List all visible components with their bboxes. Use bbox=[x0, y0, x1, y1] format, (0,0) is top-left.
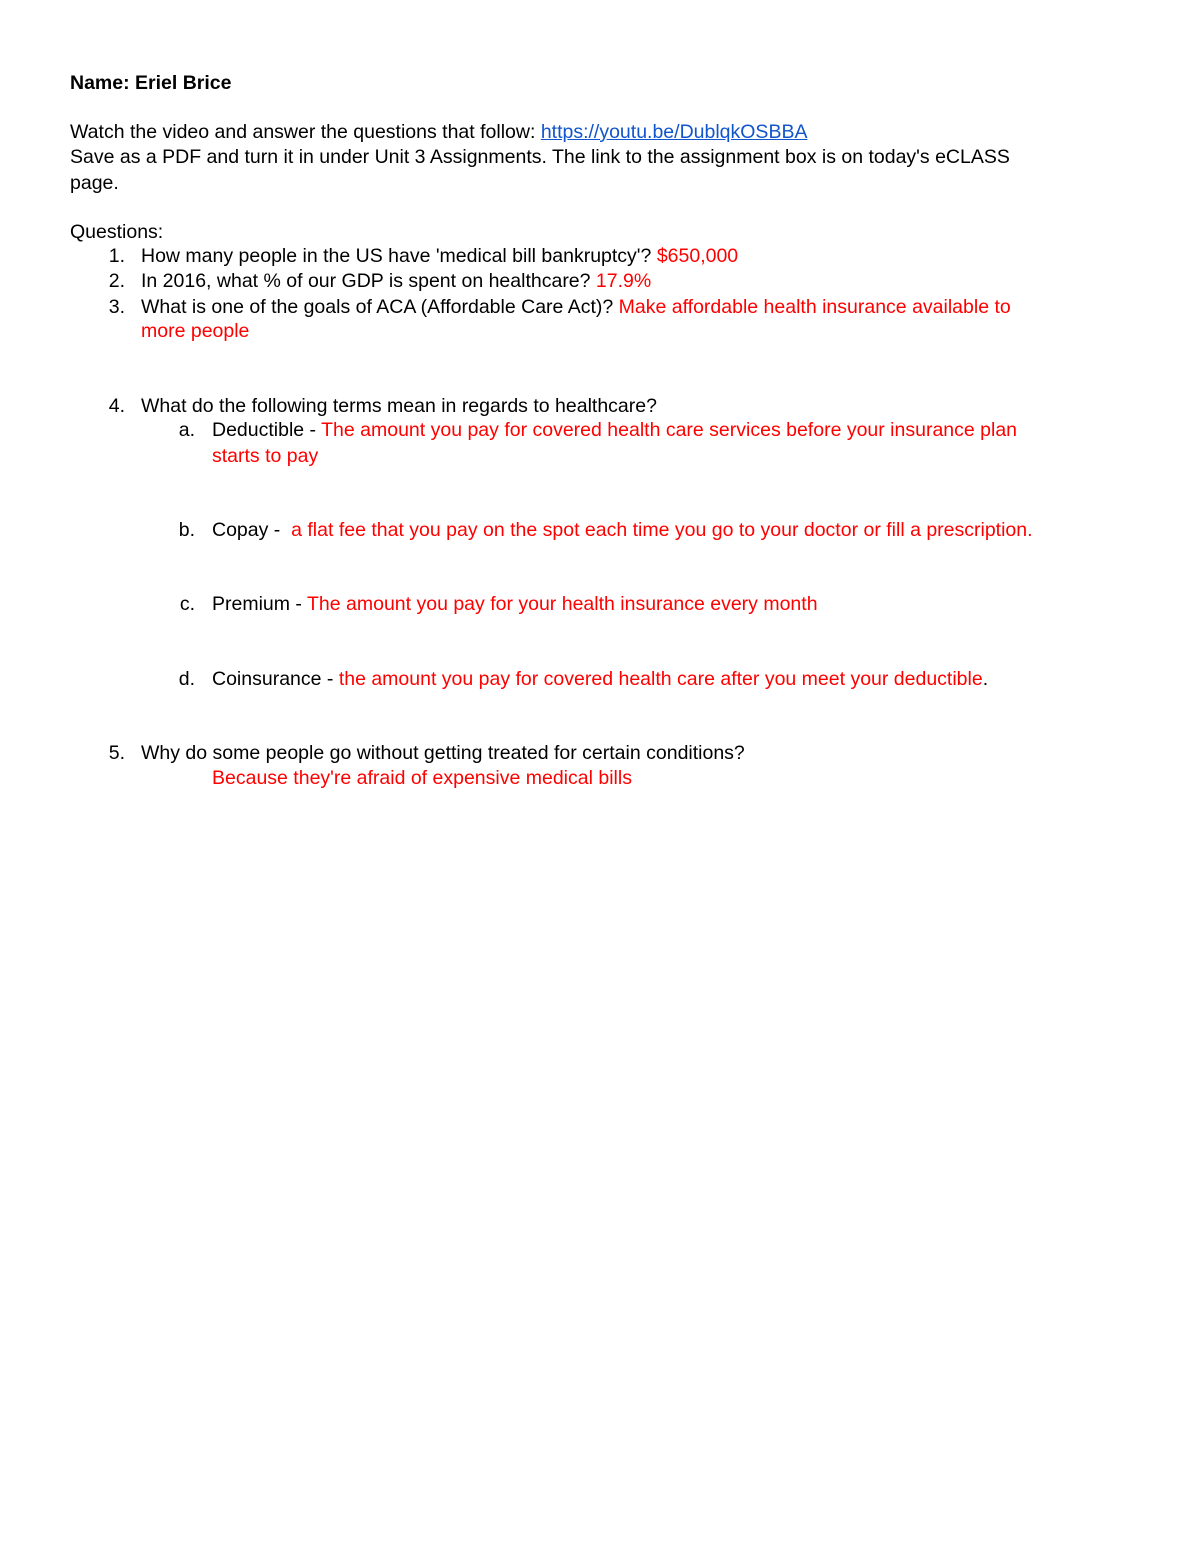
question-text: What do the following terms mean in regards to healthcare? bbox=[141, 395, 657, 417]
term-label: Copay - bbox=[212, 519, 292, 541]
term-letter: a. bbox=[178, 419, 195, 441]
term-letter: d. bbox=[178, 668, 195, 690]
save-instruction-line-1: Save as a PDF and turn it in under Unit 3 Assignments. The link to the assignment box is on today's eCLASS bbox=[70, 146, 1010, 168]
term-definition-continuation: starts to pay bbox=[212, 445, 319, 467]
answer-text: Because they're afraid of expensive medical bills bbox=[212, 767, 632, 789]
watch-instruction bbox=[70, 120, 807, 145]
term-definition: a flat fee that you pay on the spot each time you go to your doctor or fill a prescription. bbox=[291, 519, 1033, 541]
question-number: 2. bbox=[108, 270, 125, 292]
answer-continuation: more people bbox=[141, 320, 250, 342]
question-number: 1. bbox=[108, 245, 125, 267]
question-text: In 2016, what % of our GDP is spent on healthcare? bbox=[141, 270, 596, 292]
answer-text: 17.9% bbox=[595, 270, 652, 292]
term-label: Deductible - bbox=[212, 419, 322, 441]
term-letter: b. bbox=[178, 519, 195, 541]
term-letter: c. bbox=[179, 593, 195, 615]
video-link[interactable]: https://youtu.be/DublqkOSBBA bbox=[540, 121, 808, 143]
question-number: 5. bbox=[108, 742, 125, 764]
question-text: Why do some people go without getting treated for certain conditions? bbox=[141, 742, 745, 764]
question-text: What is one of the goals of ACA (Affordable Care Act)? bbox=[141, 296, 619, 318]
term-definition: The amount you pay for your health insurance every month bbox=[307, 593, 818, 615]
question-number: 3. bbox=[108, 296, 125, 318]
question-text: How many people in the US have 'medical bill bankruptcy'? bbox=[141, 245, 657, 267]
questions-heading: Questions: bbox=[70, 221, 164, 243]
question-number: 4. bbox=[108, 395, 125, 417]
term-definition-tail: . bbox=[982, 668, 989, 690]
term-definition: the amount you pay for covered health care after you meet your deductible bbox=[338, 668, 983, 690]
name-line: Name: Eriel Brice bbox=[70, 72, 232, 94]
watch-text: Watch the video and answer the questions that follow: bbox=[70, 121, 541, 143]
term-label: Coinsurance - bbox=[212, 668, 339, 690]
term-definition: The amount you pay for covered health care services before your insurance plan bbox=[321, 419, 1018, 441]
answer-text: $650,000 bbox=[656, 245, 739, 267]
answer-text: Make affordable health insurance available to bbox=[618, 296, 1011, 318]
save-instruction-line-2: page. bbox=[70, 172, 119, 194]
term-label: Premium - bbox=[212, 593, 307, 615]
